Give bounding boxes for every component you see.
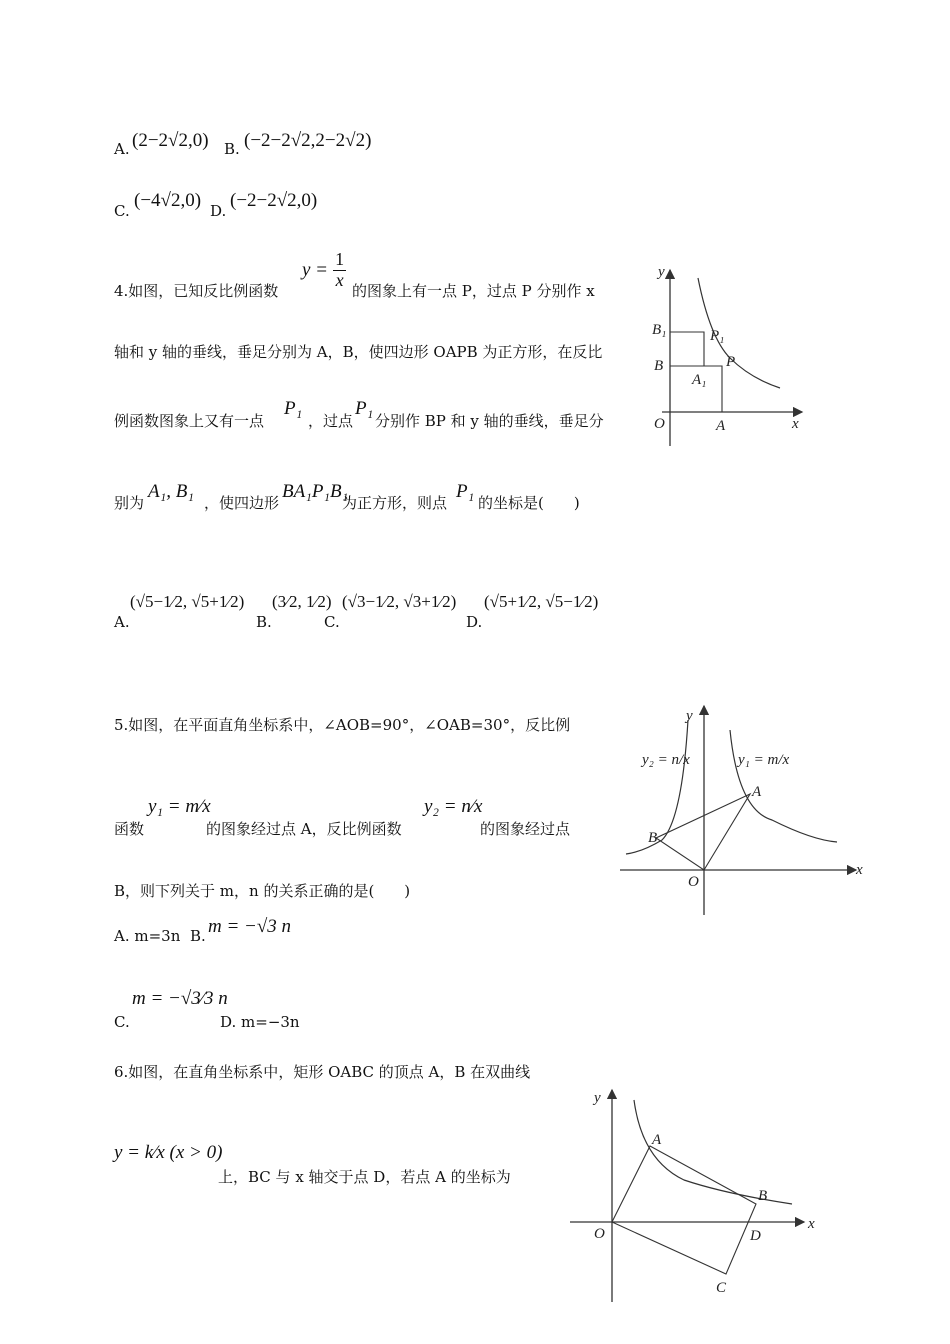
q4-line4-a: 别为 <box>114 494 145 512</box>
q4-option-a: (√5−1⁄2, √5+1⁄2) <box>130 592 245 611</box>
q4-option-d-label: D. <box>466 613 483 631</box>
q6-label-d: D <box>750 1228 761 1244</box>
q5-line2-c: 的图象经过点 <box>480 820 571 838</box>
q6-formula: y = k⁄x (x > 0) <box>114 1142 223 1163</box>
q5-line2-a: 函数 <box>114 820 145 838</box>
q4-label-o: O <box>654 416 665 432</box>
q4-formula-lhs: y = <box>302 259 329 281</box>
q4-option-b-label: B. <box>256 613 272 631</box>
q3-option-c: (−4√2,0) <box>134 190 202 211</box>
q4-label-b: B <box>654 358 664 374</box>
q5-option-c: m = −√3⁄3 n <box>132 988 228 1009</box>
q4-p1-a: P₁ <box>284 398 303 419</box>
q4-option-d: (√5+1⁄2, √5−1⁄2) <box>484 592 599 611</box>
q5-option-d: D. m=−3n <box>220 1013 300 1031</box>
q5-label-y: y <box>686 708 693 724</box>
q6-label-x: x <box>808 1216 815 1232</box>
q5-label-a: A <box>752 784 762 800</box>
q6-label-c: C <box>716 1280 727 1296</box>
q5-line2-b: 的图象经过点 A，反比例函数 <box>206 820 402 838</box>
q4-option-b: (3⁄2, 1⁄2) <box>272 592 332 611</box>
q5-label-y2: y₂ = n/x <box>642 752 690 768</box>
q4-label-y: y <box>658 264 665 280</box>
q5-hyperbola-y1 <box>730 730 837 842</box>
q3-option-a: (2−2√2,0) <box>132 130 209 151</box>
q5-option-b-label: B. <box>190 927 206 945</box>
q6-line1: 6.如图，在直角坐标系中，矩形 OABC 的顶点 A，B 在双曲线 <box>114 1063 531 1081</box>
q5-figure <box>612 700 872 920</box>
q6-label-b: B <box>758 1188 768 1204</box>
q5-line1: 5.如图，在平面直角坐标系中，∠AOB=90°，∠OAB=30°，反比例 <box>114 716 571 734</box>
q4-line4-d: 的坐标是( ) <box>478 494 580 512</box>
q3-option-b-label: B. <box>224 140 240 158</box>
q3-option-d: (−2−2√2,0) <box>230 190 318 211</box>
q6-line2: 上，BC 与 x 轴交于点 D，若点 A 的坐标为 <box>218 1168 511 1186</box>
q3-option-b: (−2−2√2,2−2√2) <box>244 130 372 151</box>
q4-formula-num: 1 <box>335 249 345 269</box>
q4-a1b1: A₁, B₁ <box>148 481 194 502</box>
q5-option-c-label: C. <box>114 1013 130 1031</box>
q4-option-a-label: A. <box>114 613 130 631</box>
q4-line1-b: 的图象上有一点 P，过点 P 分别作 x <box>352 282 595 300</box>
q6-figure <box>566 1084 826 1304</box>
q4-figure <box>640 258 820 458</box>
q4-line3-c: 分别作 BP 和 y 轴的垂线，垂足分 <box>375 412 604 430</box>
q4-p1-c: P₁ <box>456 481 475 502</box>
q4-line4-b: ，使四边形 <box>204 494 280 512</box>
q5-y1-formula: y₁ = m⁄x <box>148 796 211 817</box>
q6-hyperbola <box>634 1100 792 1204</box>
q5-label-b: B <box>648 830 658 846</box>
q4-label-p: P <box>726 354 736 370</box>
q3-option-a-label: A. <box>114 140 130 158</box>
q6-rectangle-oabc <box>612 1146 756 1274</box>
q6-label-a: A <box>652 1132 662 1148</box>
q4-option-c: (√3−1⁄2, √3+1⁄2) <box>342 592 457 611</box>
q4-formula-den: x <box>335 269 344 290</box>
q3-option-d-label: D. <box>210 202 227 220</box>
q3-option-c-label: C. <box>114 202 130 220</box>
q4-label-b1: B₁ <box>652 322 667 338</box>
q4-label-p1: P₁ <box>710 328 725 344</box>
q4-line3-a: 例函数图象上又有一点 <box>114 412 265 430</box>
q5-label-o: O <box>688 874 699 890</box>
q4-line3-b: ，过点 <box>308 412 354 430</box>
q4-p1-b: P₁ <box>355 398 374 419</box>
q5-label-y1: y₁ = m/x <box>738 752 790 768</box>
q5-line3: B，则下列关于 m，n 的关系正确的是( ) <box>114 882 411 900</box>
q4-label-x: x <box>792 416 799 432</box>
q4-formula <box>302 250 346 291</box>
q4-quad: BA₁P₁B₁ <box>282 481 349 502</box>
q4-square-ba1p1b1 <box>670 332 704 366</box>
q5-y2-formula: y₂ = n⁄x <box>424 796 483 817</box>
q5-label-x: x <box>856 862 863 878</box>
q6-label-o: O <box>594 1226 605 1242</box>
q4-line4-c: 为正方形，则点 <box>342 494 448 512</box>
q6-label-y: y <box>594 1090 601 1106</box>
q4-label-a: A <box>716 418 726 434</box>
q4-option-c-label: C. <box>324 613 340 631</box>
q4-line2: 轴和 y 轴的垂线，垂足分别为 A，B，使四边形 OAPB 为正方形，在反比 <box>114 343 603 361</box>
q4-label-a1: A₁ <box>692 372 707 388</box>
q5-option-b: m = −√3 n <box>208 916 292 937</box>
q5-triangle-oab <box>656 794 750 870</box>
q4-line1-a: 4.如图，已知反比例函数 <box>114 282 279 300</box>
q5-option-a: A. m=3n <box>114 927 181 945</box>
